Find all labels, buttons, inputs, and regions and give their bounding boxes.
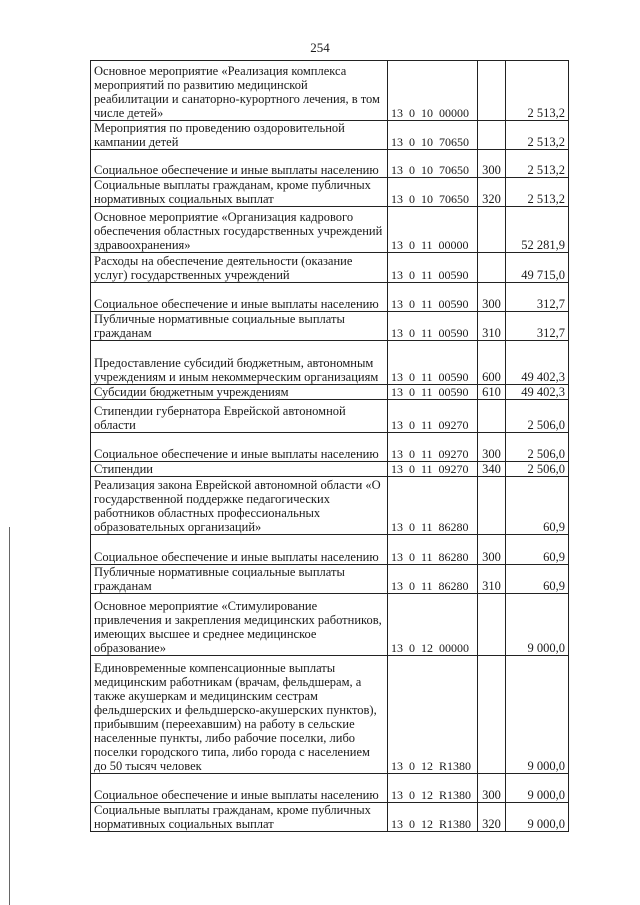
expense-type: 320: [478, 178, 506, 207]
table-row: [91, 656, 569, 774]
item-amount: 49 402,3: [506, 341, 569, 385]
table-row: [91, 207, 569, 253]
item-code: 13 0 12 R1380: [388, 803, 478, 832]
expense-type: 300: [478, 283, 506, 312]
item-name: Основное мероприятие «Реализация комплекса мероприятий по развитию медицинской реабилитации и санаторно-курортного лечения, в том числе детей»: [91, 61, 388, 121]
budget-table-body: [91, 61, 569, 832]
table-row: [91, 803, 569, 832]
item-code: 13 0 10 70650: [388, 121, 478, 150]
item-code: 13 0 11 00590: [388, 312, 478, 341]
item-name: Социальное обеспечение и иные выплаты населению: [91, 283, 388, 312]
item-amount: 9 000,0: [506, 803, 569, 832]
expense-type: [478, 207, 506, 253]
expense-type: 320: [478, 803, 506, 832]
item-amount: 9 000,0: [506, 774, 569, 803]
table-row: [91, 774, 569, 803]
item-amount: 60,9: [506, 477, 569, 535]
table-row: [91, 385, 569, 400]
item-code: 13 0 11 86280: [388, 477, 478, 535]
expense-type: [478, 594, 506, 656]
item-code: 13 0 11 00590: [388, 283, 478, 312]
expense-type: [478, 61, 506, 121]
item-name: Социальные выплаты гражданам, кроме публичных нормативных социальных выплат: [91, 178, 388, 207]
item-amount: 60,9: [506, 565, 569, 594]
item-name: Расходы на обеспечение деятельности (оказание услуг) государственных учреждений: [91, 253, 388, 283]
table-row: [91, 283, 569, 312]
item-code: 13 0 10 70650: [388, 150, 478, 178]
item-code: 13 0 11 09270: [388, 433, 478, 462]
expense-type: [478, 121, 506, 150]
item-amount: 2 506,0: [506, 433, 569, 462]
table-row: [91, 477, 569, 535]
item-code: 13 0 11 86280: [388, 565, 478, 594]
expense-type: 610: [478, 385, 506, 400]
item-code: 13 0 12 00000: [388, 594, 478, 656]
item-amount: 9 000,0: [506, 656, 569, 774]
expense-type: [478, 400, 506, 433]
item-name: Субсидии бюджетным учреждениям: [91, 385, 388, 400]
item-name: Социальное обеспечение и иные выплаты населению: [91, 535, 388, 565]
expense-type: 310: [478, 565, 506, 594]
expense-type: [478, 253, 506, 283]
table-row: [91, 312, 569, 341]
item-code: 13 0 11 09270: [388, 462, 478, 477]
expense-type: [478, 656, 506, 774]
page-number: 254: [310, 40, 330, 55]
item-name: Стипендии губернатора Еврейской автономной области: [91, 400, 388, 433]
item-name: Основное мероприятие «Стимулирование привлечения и закрепления медицинских работников, имеющих высшее и среднее медицинское образование»: [91, 594, 388, 656]
item-amount: 2 506,0: [506, 462, 569, 477]
item-name: Публичные нормативные социальные выплаты гражданам: [91, 565, 388, 594]
item-name: Социальное обеспечение и иные выплаты населению: [91, 774, 388, 803]
table-row: [91, 535, 569, 565]
item-name: Основное мероприятие «Организация кадрового обеспечения областных государственных учреждений здравоохранения»: [91, 207, 388, 253]
item-name: Реализация закона Еврейской автономной области «О государственной поддержке педагогических работников областных профессиональных образовательных организаций»: [91, 477, 388, 535]
item-amount: 52 281,9: [506, 207, 569, 253]
table-row: [91, 61, 569, 121]
item-name: Публичные нормативные социальные выплаты гражданам: [91, 312, 388, 341]
expense-type: 300: [478, 774, 506, 803]
table-row: [91, 178, 569, 207]
expense-type: 310: [478, 312, 506, 341]
item-name: Социальное обеспечение и иные выплаты населению: [91, 150, 388, 178]
item-code: 13 0 11 09270: [388, 400, 478, 433]
item-name: Социальные выплаты гражданам, кроме публичных нормативных социальных выплат: [91, 803, 388, 832]
item-code: 13 0 11 00590: [388, 385, 478, 400]
item-amount: 2 513,2: [506, 121, 569, 150]
item-amount: 312,7: [506, 283, 569, 312]
item-name: Стипендии: [91, 462, 388, 477]
table-row: [91, 433, 569, 462]
table-row: [91, 150, 569, 178]
item-amount: 49 402,3: [506, 385, 569, 400]
item-code: 13 0 11 00000: [388, 207, 478, 253]
item-amount: 2 513,2: [506, 61, 569, 121]
item-amount: 60,9: [506, 535, 569, 565]
item-code: 13 0 10 70650: [388, 178, 478, 207]
item-name: Мероприятия по проведению оздоровительной кампании детей: [91, 121, 388, 150]
expense-type: 300: [478, 433, 506, 462]
budget-table: [90, 60, 569, 832]
expense-type: 300: [478, 535, 506, 565]
expense-type: 600: [478, 341, 506, 385]
item-code: 13 0 11 00590: [388, 341, 478, 385]
table-row: [91, 121, 569, 150]
item-code: 13 0 10 00000: [388, 61, 478, 121]
table-row: [91, 341, 569, 385]
table-row: [91, 462, 569, 477]
expense-type: [478, 477, 506, 535]
item-amount: 2 513,2: [506, 150, 569, 178]
item-amount: 49 715,0: [506, 253, 569, 283]
expense-type: 340: [478, 462, 506, 477]
item-amount: 312,7: [506, 312, 569, 341]
table-row: [91, 253, 569, 283]
margin-line: [9, 527, 10, 905]
item-code: 13 0 11 00590: [388, 253, 478, 283]
item-amount: 9 000,0: [506, 594, 569, 656]
item-code: 13 0 11 86280: [388, 535, 478, 565]
table-row: [91, 400, 569, 433]
item-amount: 2 506,0: [506, 400, 569, 433]
table-row: [91, 594, 569, 656]
item-code: 13 0 12 R1380: [388, 774, 478, 803]
item-name: Социальное обеспечение и иные выплаты населению: [91, 433, 388, 462]
table-row: [91, 565, 569, 594]
item-amount: 2 513,2: [506, 178, 569, 207]
item-name: Единовременные компенсационные выплаты медицинским работникам (врачам, фельдшерам, а также акушеркам и медицинским сестрам фельдшерских и фельдшерско-акушерских пунктов), прибывшим (переехавшим) на работу в сельские населенные пункты, либо рабочие поселки, либо поселки городского типа, либо города с населением до 50 тысяч человек: [91, 656, 388, 774]
item-code: 13 0 12 R1380: [388, 656, 478, 774]
item-name: Предоставление субсидий бюджетным, автономным учреждениям и иным некоммерческим организациям: [91, 341, 388, 385]
expense-type: 300: [478, 150, 506, 178]
